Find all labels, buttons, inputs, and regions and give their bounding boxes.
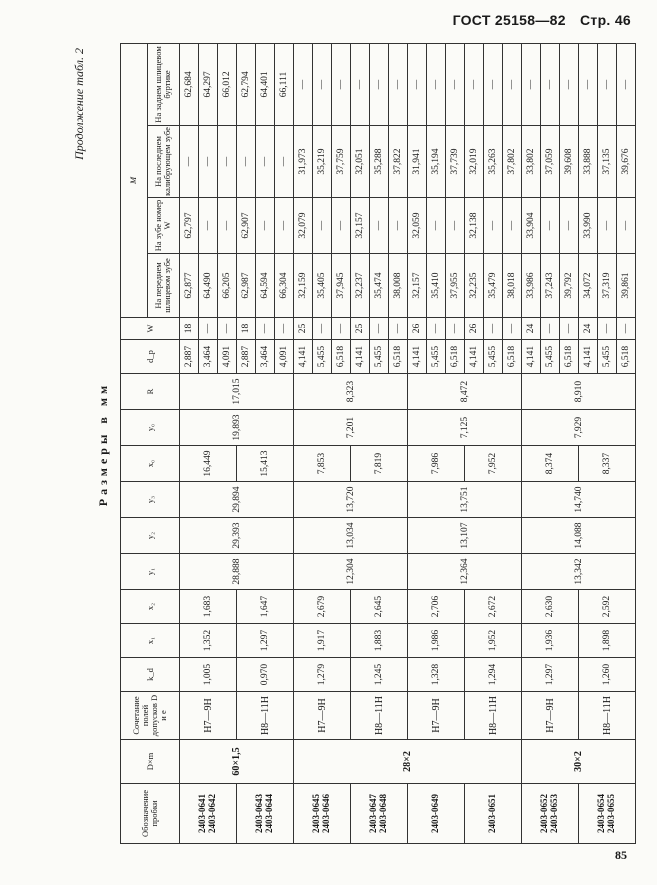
dp-cell: 6,518: [617, 340, 636, 374]
m-last-cell: 31,941: [408, 126, 427, 198]
w-cell: —: [541, 318, 560, 340]
w-cell: 18: [237, 318, 256, 340]
m-last-cell: 35,194: [427, 126, 446, 198]
m-rear-cell: —: [465, 43, 484, 125]
m-rear-cell: —: [579, 43, 598, 125]
designation-code: 2403-0641: [197, 794, 208, 833]
w-cell: —: [370, 318, 389, 340]
w-cell: 26: [408, 318, 427, 340]
m-last-cell: 39,676: [617, 126, 636, 198]
m-tooth-w-cell: —: [617, 198, 636, 254]
m-last-cell: 35,263: [484, 126, 503, 198]
dp-cell: 4,141: [408, 340, 427, 374]
m-front-cell: 32,157: [408, 254, 427, 318]
m-last-cell: 35,288: [370, 126, 389, 198]
designation-code: 2403-0654: [596, 794, 607, 833]
m-rear-cell: —: [560, 43, 579, 125]
designation-code: 2403-0651: [487, 794, 498, 833]
m-tooth-w-cell: —: [389, 198, 408, 254]
m-last-cell: 37,822: [389, 126, 408, 198]
x2-cell: 2,706: [408, 590, 465, 624]
w-cell: —: [598, 318, 617, 340]
w-cell: —: [256, 318, 275, 340]
m-rear-cell: 66,012: [218, 43, 237, 125]
fit-cell: H7—9H: [180, 692, 237, 740]
w-cell: 24: [579, 318, 598, 340]
col-y0: y₀: [121, 410, 180, 446]
y1-cell: 12,304: [294, 554, 408, 590]
m-tooth-w-cell: 32,157: [351, 198, 370, 254]
m-front-cell: 39,792: [560, 254, 579, 318]
designation-cell: [408, 784, 465, 844]
kd-cell: 1,279: [294, 658, 351, 692]
table-head: [121, 43, 180, 843]
y3-cell: 29,894: [180, 482, 294, 518]
x0-cell: 8,337: [579, 446, 636, 482]
m-last-cell: —: [180, 126, 199, 198]
designation-code: 2403-0649: [430, 794, 441, 833]
w-cell: —: [389, 318, 408, 340]
m-front-cell: 64,490: [199, 254, 218, 318]
w-cell: —: [503, 318, 522, 340]
m-tooth-w-cell: 33,904: [522, 198, 541, 254]
dp-cell: 5,455: [370, 340, 389, 374]
r-cell: 8,910: [522, 374, 636, 410]
x2-cell: 2,645: [351, 590, 408, 624]
table-row: [180, 43, 199, 843]
col-w: W: [121, 318, 180, 340]
dp-cell: 3,464: [256, 340, 275, 374]
y2-cell: 13,034: [294, 518, 408, 554]
m-rear-cell: —: [617, 43, 636, 125]
fit-cell: H7—9H: [408, 692, 465, 740]
y1-cell: 12,364: [408, 554, 522, 590]
dp-cell: 5,455: [598, 340, 617, 374]
dp-cell: 5,455: [313, 340, 332, 374]
y1-cell: 13,342: [522, 554, 636, 590]
y3-cell: 13,720: [294, 482, 408, 518]
m-rear-cell: —: [408, 43, 427, 125]
m-last-cell: 37,802: [503, 126, 522, 198]
col-m4: На заднем шлицевом буртике: [147, 43, 180, 125]
x0-cell: 7,952: [465, 446, 522, 482]
standard-number: ГОСТ 25158—82: [452, 12, 566, 28]
m-tooth-w-cell: 32,079: [294, 198, 313, 254]
r-cell: 8,323: [294, 374, 408, 410]
dp-cell: 4,141: [351, 340, 370, 374]
x1-cell: 1,352: [180, 624, 237, 658]
m-rear-cell: —: [522, 43, 541, 125]
kd-cell: 0,970: [237, 658, 294, 692]
m-front-cell: 32,237: [351, 254, 370, 318]
dp-cell: 4,091: [275, 340, 294, 374]
dp-cell: 6,518: [389, 340, 408, 374]
dp-cell: 3,464: [199, 340, 218, 374]
x2-cell: 2,679: [294, 590, 351, 624]
m-last-cell: 39,608: [560, 126, 579, 198]
m-front-cell: 66,304: [275, 254, 294, 318]
w-cell: —: [427, 318, 446, 340]
designation-cell: [465, 784, 522, 844]
dp-cell: 6,518: [446, 340, 465, 374]
m-front-cell: 37,955: [446, 254, 465, 318]
m-last-cell: 31,973: [294, 126, 313, 198]
y0-cell: 7,125: [408, 410, 522, 446]
page-label: Стр. 46: [580, 12, 631, 28]
y0-cell: 7,929: [522, 410, 636, 446]
m-last-cell: —: [256, 126, 275, 198]
col-fit: Сочетание полей допусков D и e: [121, 692, 180, 740]
m-rear-cell: —: [427, 43, 446, 125]
m-rear-cell: —: [598, 43, 617, 125]
dp-cell: 4,141: [579, 340, 598, 374]
col-m3: На последнем калибрующем зубе: [147, 126, 180, 198]
m-rear-cell: 62,684: [180, 43, 199, 125]
m-rear-cell: —: [446, 43, 465, 125]
m-rear-cell: —: [541, 43, 560, 125]
designation-code: 2403-0644: [264, 794, 274, 833]
dp-cell: 4,141: [294, 340, 313, 374]
m-rear-cell: —: [389, 43, 408, 125]
m-tooth-w-cell: —: [313, 198, 332, 254]
w-cell: 25: [294, 318, 313, 340]
w-cell: —: [484, 318, 503, 340]
m-last-cell: 32,019: [465, 126, 484, 198]
w-cell: 18: [180, 318, 199, 340]
m-front-cell: 32,159: [294, 254, 313, 318]
m-front-cell: 37,319: [598, 254, 617, 318]
m-front-cell: 34,072: [579, 254, 598, 318]
x1-cell: 1,986: [408, 624, 465, 658]
designation-code: 2403-0653: [549, 794, 559, 833]
col-dxm: D×m: [121, 740, 180, 784]
m-tooth-w-cell: —: [275, 198, 294, 254]
dp-cell: 4,091: [218, 340, 237, 374]
y3-cell: 13,751: [408, 482, 522, 518]
m-last-cell: 37,739: [446, 126, 465, 198]
dxm-cell: 28×2: [294, 740, 522, 784]
w-cell: —: [313, 318, 332, 340]
col-kd: k_d: [121, 658, 180, 692]
m-front-cell: 62,877: [180, 254, 199, 318]
y1-cell: 28,888: [180, 554, 294, 590]
y2-cell: 14,088: [522, 518, 636, 554]
m-rear-cell: 64,401: [256, 43, 275, 125]
table-row: [408, 43, 427, 843]
m-rear-cell: 64,297: [199, 43, 218, 125]
col-y3: y₃: [121, 482, 180, 518]
dp-cell: 5,455: [427, 340, 446, 374]
x0-cell: 7,986: [408, 446, 465, 482]
w-cell: —: [218, 318, 237, 340]
kd-cell: 1,005: [180, 658, 237, 692]
m-rear-cell: —: [294, 43, 313, 125]
kd-cell: 1,260: [579, 658, 636, 692]
m-tooth-w-cell: 32,059: [408, 198, 427, 254]
m-last-cell: —: [237, 126, 256, 198]
m-front-cell: 62,987: [237, 254, 256, 318]
m-last-cell: 37,759: [332, 126, 351, 198]
m-rear-cell: —: [313, 43, 332, 125]
m-tooth-w-cell: 33,990: [579, 198, 598, 254]
w-cell: 26: [465, 318, 484, 340]
dimensions-table: [120, 43, 636, 844]
w-cell: —: [446, 318, 465, 340]
x0-cell: 15,413: [237, 446, 294, 482]
designation-cell: [351, 784, 408, 844]
m-front-cell: 66,205: [218, 254, 237, 318]
m-tooth-w-cell: —: [332, 198, 351, 254]
m-tooth-w-cell: —: [256, 198, 275, 254]
fit-cell: H7—9H: [294, 692, 351, 740]
designation-code: 2403-0652: [539, 794, 550, 833]
designation-code: 2403-0645: [311, 794, 322, 833]
page-header: [443, 12, 631, 28]
m-last-cell: —: [199, 126, 218, 198]
kd-cell: 1,245: [351, 658, 408, 692]
m-last-cell: 33,802: [522, 126, 541, 198]
designation-cell: [180, 784, 237, 844]
col-designation: Обозначение пробки: [121, 784, 180, 844]
m-last-cell: 32,051: [351, 126, 370, 198]
x2-cell: 1,683: [180, 590, 237, 624]
fit-cell: H7—9H: [522, 692, 579, 740]
dxm-cell: 30×2: [522, 740, 636, 784]
x0-cell: 7,819: [351, 446, 408, 482]
m-tooth-w-cell: 62,797: [180, 198, 199, 254]
x1-cell: 1,952: [465, 624, 522, 658]
kd-cell: 1,294: [465, 658, 522, 692]
designation-code: 2403-0643: [254, 794, 265, 833]
w-cell: 24: [522, 318, 541, 340]
x2-cell: 1,647: [237, 590, 294, 624]
w-cell: —: [275, 318, 294, 340]
m-last-cell: 33,888: [579, 126, 598, 198]
col-y2: y₂: [121, 518, 180, 554]
x1-cell: 1,898: [579, 624, 636, 658]
designation-code: 2403-0646: [321, 794, 331, 833]
m-last-cell: 37,059: [541, 126, 560, 198]
dp-cell: 4,141: [465, 340, 484, 374]
w-cell: —: [332, 318, 351, 340]
section-title: Размеры в мм: [96, 381, 110, 507]
m-tooth-w-cell: 32,138: [465, 198, 484, 254]
m-last-cell: —: [275, 126, 294, 198]
m-front-cell: 35,479: [484, 254, 503, 318]
y0-cell: 19,893: [180, 410, 294, 446]
dxm-cell: 60×1,5: [180, 740, 294, 784]
m-last-cell: 37,135: [598, 126, 617, 198]
rotated-content: [72, 44, 631, 844]
m-front-cell: 37,243: [541, 254, 560, 318]
m-front-cell: 64,594: [256, 254, 275, 318]
x1-cell: 1,917: [294, 624, 351, 658]
dp-cell: 2,887: [180, 340, 199, 374]
x2-cell: 2,672: [465, 590, 522, 624]
w-cell: —: [560, 318, 579, 340]
m-tooth-w-cell: —: [560, 198, 579, 254]
fit-cell: H8—11H: [351, 692, 408, 740]
m-front-cell: 38,008: [389, 254, 408, 318]
m-front-cell: 38,018: [503, 254, 522, 318]
y0-cell: 7,201: [294, 410, 408, 446]
x0-cell: 8,374: [522, 446, 579, 482]
m-rear-cell: —: [484, 43, 503, 125]
col-x0: x₀: [121, 446, 180, 482]
fit-cell: H8—11H: [465, 692, 522, 740]
dp-cell: 6,518: [332, 340, 351, 374]
x0-cell: 16,449: [180, 446, 237, 482]
m-rear-cell: 66,111: [275, 43, 294, 125]
r-cell: 8,472: [408, 374, 522, 410]
m-tooth-w-cell: 62,907: [237, 198, 256, 254]
y3-cell: 14,740: [522, 482, 636, 518]
y2-cell: 29,393: [180, 518, 294, 554]
col-dp: d_p: [121, 340, 180, 374]
col-m: M: [121, 43, 148, 317]
x2-cell: 2,592: [579, 590, 636, 624]
m-rear-cell: —: [370, 43, 389, 125]
m-tooth-w-cell: —: [370, 198, 389, 254]
designation-cell: [294, 784, 351, 844]
r-cell: 17,015: [180, 374, 294, 410]
m-rear-cell: —: [332, 43, 351, 125]
dp-cell: 2,887: [237, 340, 256, 374]
col-r: R: [121, 374, 180, 410]
rotated-table-area: [72, 44, 631, 844]
dp-cell: 5,455: [484, 340, 503, 374]
designation-cell: [522, 784, 579, 844]
w-cell: —: [617, 318, 636, 340]
designation-cell: [579, 784, 636, 844]
m-front-cell: 35,410: [427, 254, 446, 318]
m-tooth-w-cell: —: [598, 198, 617, 254]
page-number: 85: [615, 848, 627, 862]
designation-code: 2403-0647: [368, 794, 379, 833]
m-front-cell: 35,474: [370, 254, 389, 318]
col-x2: x₂: [121, 590, 180, 624]
dp-cell: 6,518: [560, 340, 579, 374]
kd-cell: 1,297: [522, 658, 579, 692]
col-y1: y₁: [121, 554, 180, 590]
m-last-cell: —: [218, 126, 237, 198]
x1-cell: 1,936: [522, 624, 579, 658]
table-body: [180, 43, 636, 843]
m-tooth-w-cell: —: [427, 198, 446, 254]
dp-cell: 5,455: [541, 340, 560, 374]
m-tooth-w-cell: —: [541, 198, 560, 254]
dp-cell: 4,141: [522, 340, 541, 374]
designation-code: 2403-0655: [606, 794, 616, 833]
x0-cell: 7,853: [294, 446, 351, 482]
m-rear-cell: —: [503, 43, 522, 125]
m-tooth-w-cell: —: [503, 198, 522, 254]
table-row: [294, 43, 313, 843]
designation-cell: [237, 784, 294, 844]
fit-cell: H8—11H: [237, 692, 294, 740]
m-rear-cell: —: [351, 43, 370, 125]
m-front-cell: 32,235: [465, 254, 484, 318]
x1-cell: 1,297: [237, 624, 294, 658]
m-tooth-w-cell: —: [484, 198, 503, 254]
m-tooth-w-cell: —: [199, 198, 218, 254]
m-front-cell: 35,405: [313, 254, 332, 318]
m-last-cell: 35,219: [313, 126, 332, 198]
table-row: [522, 43, 541, 843]
kd-cell: 1,328: [408, 658, 465, 692]
dp-cell: 6,518: [503, 340, 522, 374]
x2-cell: 2,630: [522, 590, 579, 624]
fit-cell: H8—11H: [579, 692, 636, 740]
w-cell: 25: [351, 318, 370, 340]
m-front-cell: 39,861: [617, 254, 636, 318]
col-m2: На зубе номер W: [147, 198, 180, 254]
continuation-note: Продолжение табл. 2: [72, 48, 86, 160]
m-tooth-w-cell: —: [218, 198, 237, 254]
m-rear-cell: 62,794: [237, 43, 256, 125]
w-cell: —: [199, 318, 218, 340]
designation-code: 2403-0642: [207, 794, 217, 833]
col-x1: x₁: [121, 624, 180, 658]
x1-cell: 1,883: [351, 624, 408, 658]
col-m1: На переднем шлицевом зубе: [147, 254, 180, 318]
m-tooth-w-cell: —: [446, 198, 465, 254]
m-front-cell: 33,986: [522, 254, 541, 318]
m-front-cell: 37,945: [332, 254, 351, 318]
designation-code: 2403-0648: [378, 794, 388, 833]
y2-cell: 13,107: [408, 518, 522, 554]
